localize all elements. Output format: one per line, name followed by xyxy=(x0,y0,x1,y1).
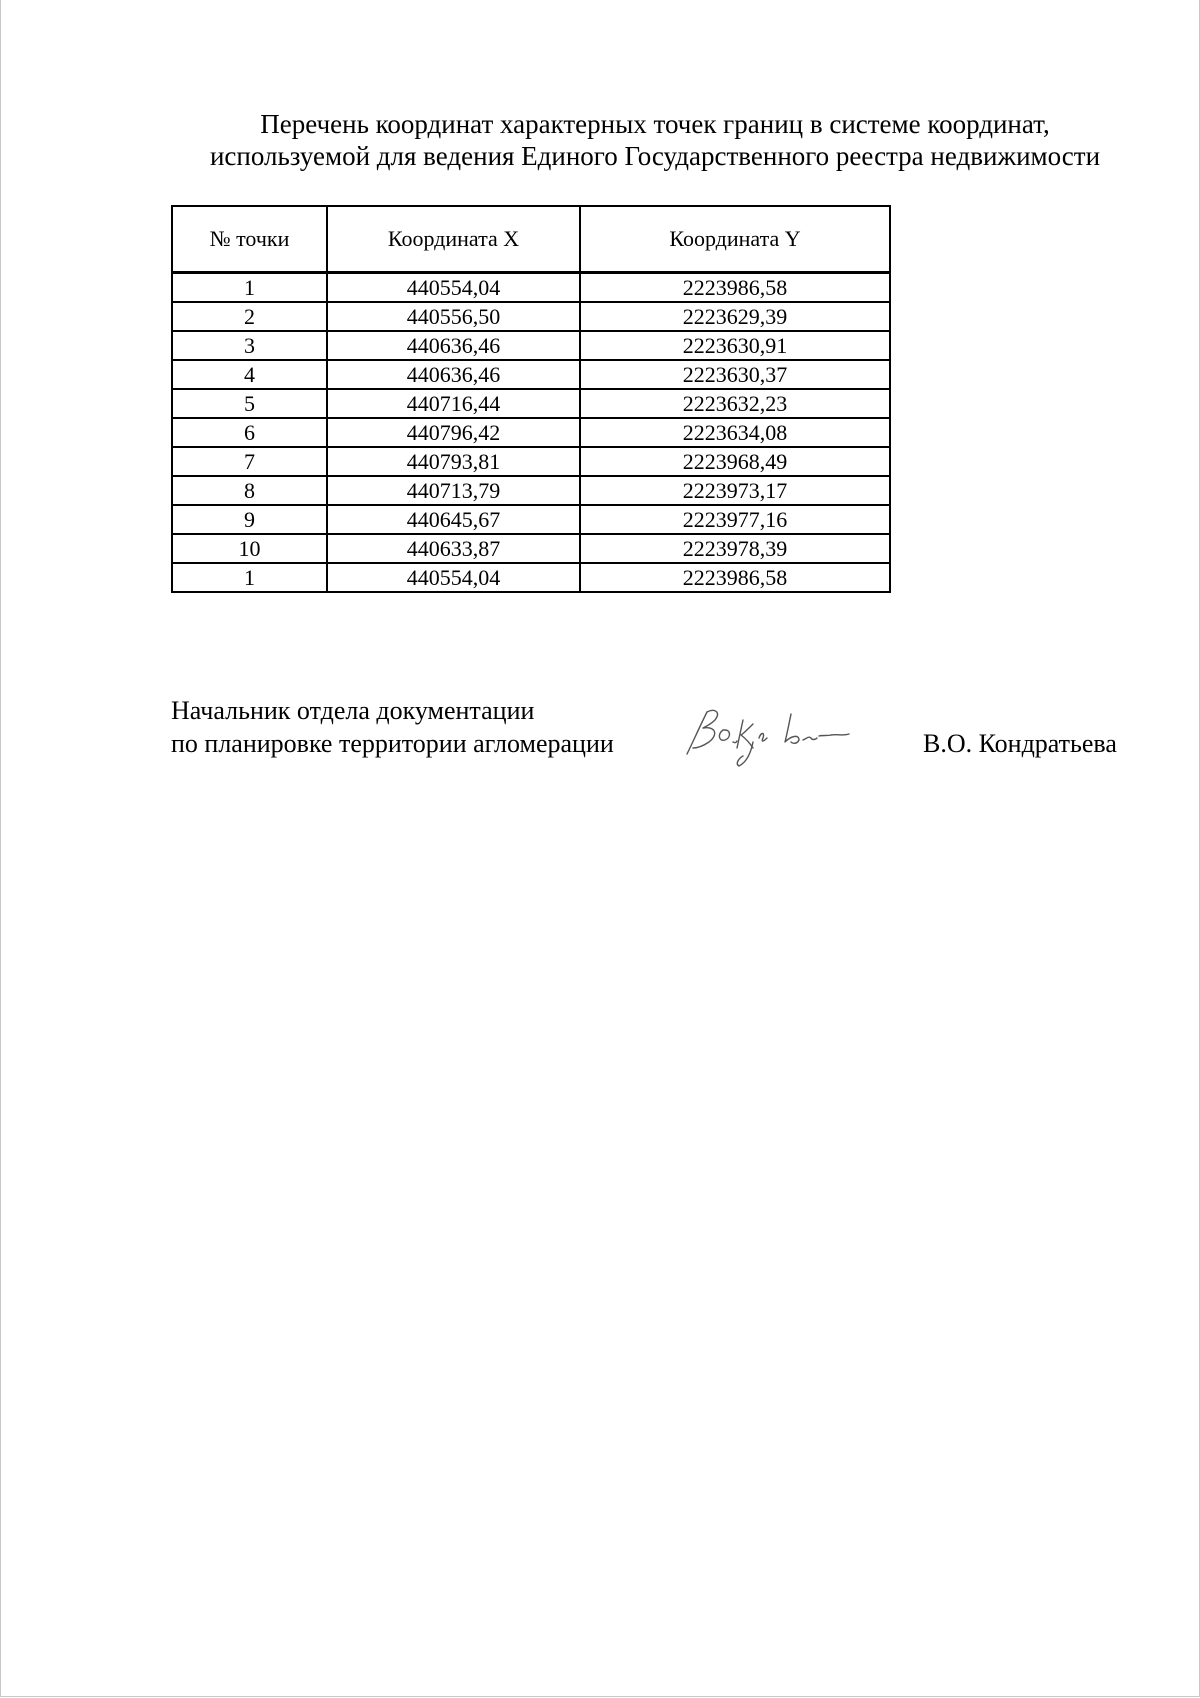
coordinate-x: 440556,50 xyxy=(327,302,580,331)
coordinate-y: 2223632,23 xyxy=(580,389,890,418)
point-number: 9 xyxy=(172,505,327,534)
column-header-coordinate-y: Координата Y xyxy=(580,206,890,273)
title-line-1: Перечень координат характерных точек границ в системе координат, xyxy=(260,109,1050,139)
table-row xyxy=(172,273,890,303)
table-row xyxy=(172,418,890,447)
column-header-point-number: № точки xyxy=(172,206,327,273)
handwritten-signature-icon xyxy=(681,702,856,768)
table-row xyxy=(172,331,890,360)
coordinate-y: 2223978,39 xyxy=(580,534,890,563)
table-row xyxy=(172,534,890,563)
coordinate-y: 2223986,58 xyxy=(580,563,890,592)
table-row xyxy=(172,505,890,534)
position-title-line-1: Начальник отдела документации xyxy=(171,696,535,725)
table-row xyxy=(172,389,890,418)
coordinate-x: 440645,67 xyxy=(327,505,580,534)
coordinate-x: 440796,42 xyxy=(327,418,580,447)
table-row xyxy=(172,447,890,476)
point-number: 7 xyxy=(172,447,327,476)
table-row xyxy=(172,476,890,505)
coordinate-x: 440636,46 xyxy=(327,360,580,389)
point-number: 4 xyxy=(172,360,327,389)
coordinate-y: 2223630,37 xyxy=(580,360,890,389)
coordinate-x: 440636,46 xyxy=(327,331,580,360)
point-number: 1 xyxy=(172,273,327,303)
coordinates-table xyxy=(171,205,891,593)
coordinate-x: 440554,04 xyxy=(327,273,580,303)
coordinate-x: 440716,44 xyxy=(327,389,580,418)
table-row xyxy=(172,563,890,592)
point-number: 6 xyxy=(172,418,327,447)
point-number: 10 xyxy=(172,534,327,563)
coordinate-y: 2223973,17 xyxy=(580,476,890,505)
position-title-line-2: по планировке территории агломерации xyxy=(171,729,614,758)
coordinate-x: 440633,87 xyxy=(327,534,580,563)
coordinate-x: 440554,04 xyxy=(327,563,580,592)
table-row xyxy=(172,360,890,389)
coordinate-y: 2223986,58 xyxy=(580,273,890,303)
point-number: 8 xyxy=(172,476,327,505)
point-number: 1 xyxy=(172,563,327,592)
coordinate-y: 2223634,08 xyxy=(580,418,890,447)
coordinate-y: 2223968,49 xyxy=(580,447,890,476)
title-line-2: используемой для ведения Единого Государственного реестра недвижимости xyxy=(209,141,1101,171)
document-title xyxy=(170,108,1140,172)
coordinate-y: 2223630,91 xyxy=(580,331,890,360)
point-number: 5 xyxy=(172,389,327,418)
signature-block xyxy=(171,694,1141,760)
coordinate-x: 440713,79 xyxy=(327,476,580,505)
coordinate-x: 440793,81 xyxy=(327,447,580,476)
table-row xyxy=(172,302,890,331)
table-header-row xyxy=(172,206,890,273)
coordinate-y: 2223977,16 xyxy=(580,505,890,534)
point-number: 2 xyxy=(172,302,327,331)
column-header-coordinate-x: Координата X xyxy=(327,206,580,273)
signer-name: В.О. Кондратьева xyxy=(923,729,1117,758)
point-number: 3 xyxy=(172,331,327,360)
coordinate-y: 2223629,39 xyxy=(580,302,890,331)
